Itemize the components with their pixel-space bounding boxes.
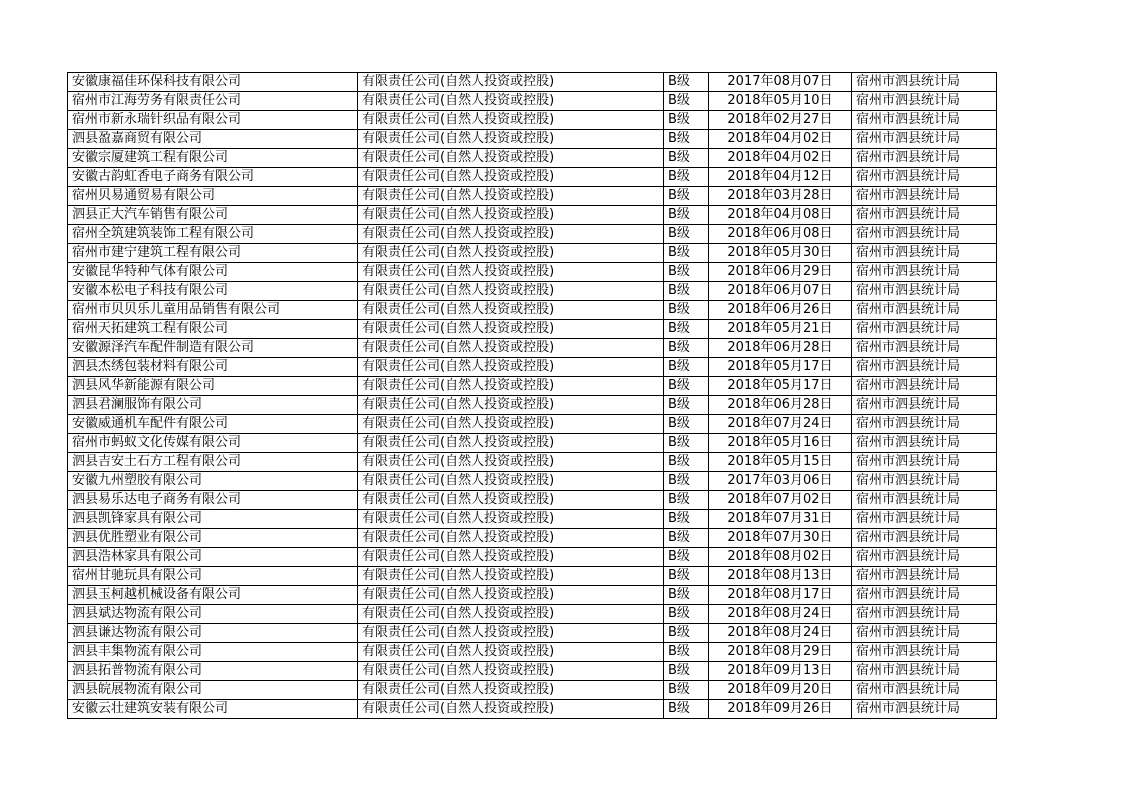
agency-cell: 宿州市泗县统计局 [852,282,997,301]
table-row [68,586,997,605]
company-type-cell: 有限责任公司(自然人投资或控股) [358,415,664,434]
table-row [68,453,997,472]
agency-cell: 宿州市泗县统计局 [852,73,997,92]
date-cell: 2017年08月07日 [709,73,852,92]
agency-cell: 宿州市泗县统计局 [852,206,997,225]
date-cell: 2018年08月02日 [709,548,852,567]
company-type-cell: 有限责任公司(自然人投资或控股) [358,453,664,472]
agency-cell: 宿州市泗县统计局 [852,301,997,320]
table-row [68,339,997,358]
company-name-cell: 宿州甘驰玩具有限公司 [68,567,358,586]
company-name-cell: 泗县优胜塑业有限公司 [68,529,358,548]
grade-cell: B级 [664,681,709,700]
company-type-cell: 有限责任公司(自然人投资或控股) [358,510,664,529]
agency-cell: 宿州市泗县统计局 [852,586,997,605]
grade-cell: B级 [664,358,709,377]
company-name-cell: 泗县皖展物流有限公司 [68,681,358,700]
agency-cell: 宿州市泗县统计局 [852,130,997,149]
table-row [68,567,997,586]
grade-cell: B级 [664,396,709,415]
company-type-cell: 有限责任公司(自然人投资或控股) [358,377,664,396]
company-type-cell: 有限责任公司(自然人投资或控股) [358,263,664,282]
date-cell: 2018年04月02日 [709,130,852,149]
date-cell: 2018年09月13日 [709,662,852,681]
company-name-cell: 安徽本松电子科技有限公司 [68,282,358,301]
agency-cell: 宿州市泗县统计局 [852,624,997,643]
agency-cell: 宿州市泗县统计局 [852,263,997,282]
grade-cell: B级 [664,510,709,529]
company-type-cell: 有限责任公司(自然人投资或控股) [358,111,664,130]
agency-cell: 宿州市泗县统计局 [852,168,997,187]
grade-cell: B级 [664,453,709,472]
agency-cell: 宿州市泗县统计局 [852,149,997,168]
company-name-cell: 泗县谦达物流有限公司 [68,624,358,643]
grade-cell: B级 [664,586,709,605]
table-row [68,415,997,434]
company-name-cell: 宿州市江海劳务有限责任公司 [68,92,358,111]
company-type-cell: 有限责任公司(自然人投资或控股) [358,643,664,662]
date-cell: 2018年08月13日 [709,567,852,586]
company-name-cell: 泗县君澜服饰有限公司 [68,396,358,415]
table-row [68,605,997,624]
grade-cell: B级 [664,130,709,149]
company-name-cell: 安徽源泽汽车配件制造有限公司 [68,339,358,358]
grade-cell: B级 [664,73,709,92]
table-row [68,700,997,719]
agency-cell: 宿州市泗县统计局 [852,548,997,567]
company-type-cell: 有限责任公司(自然人投资或控股) [358,396,664,415]
agency-cell: 宿州市泗县统计局 [852,339,997,358]
date-cell: 2018年08月24日 [709,605,852,624]
date-cell: 2017年03月06日 [709,472,852,491]
company-name-cell: 安徽昆华特种气体有限公司 [68,263,358,282]
date-cell: 2018年09月26日 [709,700,852,719]
agency-cell: 宿州市泗县统计局 [852,529,997,548]
date-cell: 2018年05月30日 [709,244,852,263]
table-row [68,681,997,700]
grade-cell: B级 [664,567,709,586]
company-name-cell: 泗县凯锋家具有限公司 [68,510,358,529]
company-name-cell: 宿州天拓建筑工程有限公司 [68,320,358,339]
table-row [68,491,997,510]
company-type-cell: 有限责任公司(自然人投资或控股) [358,301,664,320]
grade-cell: B级 [664,149,709,168]
company-name-cell: 泗县杰绣包装材料有限公司 [68,358,358,377]
company-name-cell: 泗县正大汽车销售有限公司 [68,206,358,225]
company-name-cell: 泗县玉柯越机械设备有限公司 [68,586,358,605]
date-cell: 2018年08月17日 [709,586,852,605]
grade-cell: B级 [664,339,709,358]
agency-cell: 宿州市泗县统计局 [852,434,997,453]
company-type-cell: 有限责任公司(自然人投资或控股) [358,73,664,92]
company-type-cell: 有限责任公司(自然人投资或控股) [358,624,664,643]
company-type-cell: 有限责任公司(自然人投资或控股) [358,149,664,168]
date-cell: 2018年04月12日 [709,168,852,187]
company-type-cell: 有限责任公司(自然人投资或控股) [358,358,664,377]
company-name-cell: 安徽康福佳环保科技有限公司 [68,73,358,92]
table-body [68,73,997,719]
agency-cell: 宿州市泗县统计局 [852,491,997,510]
date-cell: 2018年07月24日 [709,415,852,434]
date-cell: 2018年07月30日 [709,529,852,548]
company-name-cell: 泗县拓普物流有限公司 [68,662,358,681]
table-row [68,510,997,529]
grade-cell: B级 [664,377,709,396]
table-row [68,225,997,244]
grade-cell: B级 [664,624,709,643]
company-type-cell: 有限责任公司(自然人投资或控股) [358,168,664,187]
company-type-cell: 有限责任公司(自然人投资或控股) [358,244,664,263]
agency-cell: 宿州市泗县统计局 [852,320,997,339]
company-type-cell: 有限责任公司(自然人投资或控股) [358,339,664,358]
company-type-cell: 有限责任公司(自然人投资或控股) [358,586,664,605]
table-row [68,92,997,111]
date-cell: 2018年07月02日 [709,491,852,510]
agency-cell: 宿州市泗县统计局 [852,92,997,111]
company-name-cell: 泗县风华新能源有限公司 [68,377,358,396]
company-name-cell: 泗县丰集物流有限公司 [68,643,358,662]
company-type-cell: 有限责任公司(自然人投资或控股) [358,187,664,206]
agency-cell: 宿州市泗县统计局 [852,244,997,263]
grade-cell: B级 [664,529,709,548]
company-type-cell: 有限责任公司(自然人投资或控股) [358,282,664,301]
grade-cell: B级 [664,206,709,225]
table-row [68,187,997,206]
agency-cell: 宿州市泗县统计局 [852,453,997,472]
date-cell: 2018年06月08日 [709,225,852,244]
grade-cell: B级 [664,491,709,510]
date-cell: 2018年04月08日 [709,206,852,225]
table-row [68,320,997,339]
date-cell: 2018年09月20日 [709,681,852,700]
company-type-cell: 有限责任公司(自然人投资或控股) [358,206,664,225]
date-cell: 2018年08月29日 [709,643,852,662]
table-row [68,472,997,491]
date-cell: 2018年04月02日 [709,149,852,168]
table-row [68,548,997,567]
date-cell: 2018年06月28日 [709,396,852,415]
agency-cell: 宿州市泗县统计局 [852,681,997,700]
company-type-cell: 有限责任公司(自然人投资或控股) [358,130,664,149]
grade-cell: B级 [664,643,709,662]
company-name-cell: 安徽宗厦建筑工程有限公司 [68,149,358,168]
company-name-cell: 宿州市贝贝乐儿童用品销售有限公司 [68,301,358,320]
company-type-cell: 有限责任公司(自然人投资或控股) [358,92,664,111]
agency-cell: 宿州市泗县统计局 [852,377,997,396]
grade-cell: B级 [664,548,709,567]
grade-cell: B级 [664,282,709,301]
agency-cell: 宿州市泗县统计局 [852,187,997,206]
agency-cell: 宿州市泗县统计局 [852,415,997,434]
date-cell: 2018年06月07日 [709,282,852,301]
grade-cell: B级 [664,415,709,434]
table-row [68,643,997,662]
date-cell: 2018年05月15日 [709,453,852,472]
agency-cell: 宿州市泗县统计局 [852,605,997,624]
table-row [68,358,997,377]
table-row [68,662,997,681]
grade-cell: B级 [664,301,709,320]
date-cell: 2018年06月28日 [709,339,852,358]
table-row [68,206,997,225]
agency-cell: 宿州市泗县统计局 [852,396,997,415]
agency-cell: 宿州市泗县统计局 [852,567,997,586]
table-row [68,282,997,301]
company-name-cell: 安徽古韵虹香电子商务有限公司 [68,168,358,187]
date-cell: 2018年05月17日 [709,377,852,396]
grade-cell: B级 [664,263,709,282]
company-type-cell: 有限责任公司(自然人投资或控股) [358,605,664,624]
date-cell: 2018年07月31日 [709,510,852,529]
date-cell: 2018年06月29日 [709,263,852,282]
company-type-cell: 有限责任公司(自然人投资或控股) [358,225,664,244]
date-cell: 2018年05月16日 [709,434,852,453]
agency-cell: 宿州市泗县统计局 [852,225,997,244]
company-name-cell: 安徽云壮建筑安装有限公司 [68,700,358,719]
table-row [68,377,997,396]
table-row [68,149,997,168]
date-cell: 2018年06月26日 [709,301,852,320]
company-type-cell: 有限责任公司(自然人投资或控股) [358,681,664,700]
grade-cell: B级 [664,320,709,339]
table-row [68,111,997,130]
grade-cell: B级 [664,662,709,681]
company-name-cell: 宿州全筑建筑装饰工程有限公司 [68,225,358,244]
date-cell: 2018年08月24日 [709,624,852,643]
table-row [68,396,997,415]
agency-cell: 宿州市泗县统计局 [852,643,997,662]
company-name-cell: 安徽威通机车配件有限公司 [68,415,358,434]
grade-cell: B级 [664,168,709,187]
agency-cell: 宿州市泗县统计局 [852,111,997,130]
date-cell: 2018年05月21日 [709,320,852,339]
agency-cell: 宿州市泗县统计局 [852,662,997,681]
table-row [68,301,997,320]
agency-cell: 宿州市泗县统计局 [852,700,997,719]
table-row [68,130,997,149]
table-row [68,529,997,548]
table-row [68,168,997,187]
date-cell: 2018年05月10日 [709,92,852,111]
company-type-cell: 有限责任公司(自然人投资或控股) [358,529,664,548]
table-row [68,244,997,263]
grade-cell: B级 [664,605,709,624]
grade-cell: B级 [664,700,709,719]
company-name-cell: 泗县浩林家具有限公司 [68,548,358,567]
company-type-cell: 有限责任公司(自然人投资或控股) [358,472,664,491]
agency-cell: 宿州市泗县统计局 [852,358,997,377]
table-row [68,73,997,92]
grade-cell: B级 [664,111,709,130]
company-type-cell: 有限责任公司(自然人投资或控股) [358,662,664,681]
date-cell: 2018年05月17日 [709,358,852,377]
grade-cell: B级 [664,225,709,244]
company-name-cell: 宿州市建宁建筑工程有限公司 [68,244,358,263]
date-cell: 2018年03月28日 [709,187,852,206]
grade-cell: B级 [664,187,709,206]
agency-cell: 宿州市泗县统计局 [852,510,997,529]
company-type-cell: 有限责任公司(自然人投资或控股) [358,434,664,453]
company-type-cell: 有限责任公司(自然人投资或控股) [358,548,664,567]
table-row [68,434,997,453]
company-type-cell: 有限责任公司(自然人投资或控股) [358,491,664,510]
table-row [68,624,997,643]
data-table [67,72,997,719]
grade-cell: B级 [664,92,709,111]
company-type-cell: 有限责任公司(自然人投资或控股) [358,700,664,719]
grade-cell: B级 [664,244,709,263]
company-name-cell: 宿州市蚂蚁文化传媒有限公司 [68,434,358,453]
company-name-cell: 泗县吉安土石方工程有限公司 [68,453,358,472]
company-name-cell: 安徽九州塑胶有限公司 [68,472,358,491]
grade-cell: B级 [664,472,709,491]
agency-cell: 宿州市泗县统计局 [852,472,997,491]
company-name-cell: 泗县斌达物流有限公司 [68,605,358,624]
company-name-cell: 泗县易乐达电子商务有限公司 [68,491,358,510]
company-name-cell: 宿州贝易通贸易有限公司 [68,187,358,206]
date-cell: 2018年02月27日 [709,111,852,130]
company-type-cell: 有限责任公司(自然人投资或控股) [358,320,664,339]
company-name-cell: 泗县盈嘉商贸有限公司 [68,130,358,149]
grade-cell: B级 [664,434,709,453]
company-name-cell: 宿州市新永瑞针织品有限公司 [68,111,358,130]
table-row [68,263,997,282]
company-type-cell: 有限责任公司(自然人投资或控股) [358,567,664,586]
